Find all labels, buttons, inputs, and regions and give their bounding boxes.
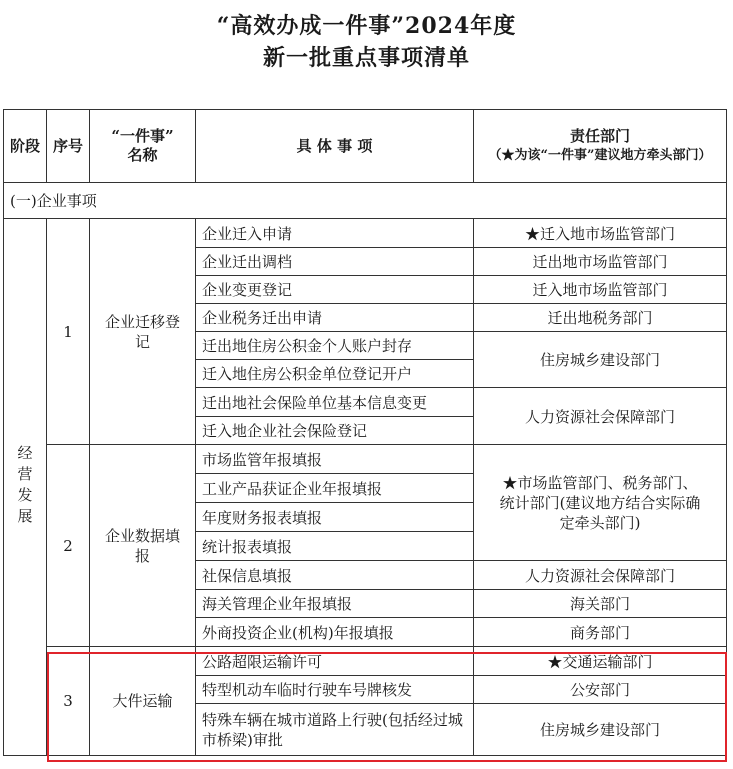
header-dept-line1: 责任部门 — [569, 127, 630, 145]
seq-cell: 1 — [47, 219, 90, 445]
dept-cell: 人力资源社会保障部门 — [474, 561, 727, 590]
dept-cell: 商务部门 — [474, 618, 727, 647]
dept-cell: 人力资源社会保障部门 — [474, 388, 727, 445]
header-seq: 序号 — [47, 110, 90, 183]
item-cell: 企业变更登记 — [196, 276, 474, 304]
seq-cell: 3 — [47, 647, 90, 756]
item-cell: 迁出地住房公积金个人账户封存 — [196, 332, 474, 360]
item-cell: 迁入地企业社会保险登记 — [196, 417, 474, 445]
item-cell: 社保信息填报 — [196, 561, 474, 590]
header-row — [4, 110, 727, 183]
title-line-1: “高效办成一件事”2024年度 — [216, 13, 517, 39]
group-name-cell: 企业迁移登记 — [90, 219, 196, 445]
stage-cell — [4, 219, 47, 756]
header-name-line1: “一件事” — [111, 127, 174, 145]
dept-cell: ★交通运输部门 — [474, 647, 727, 676]
group-name-cell: 企业数据填报 — [90, 445, 196, 647]
seq-cell: 2 — [47, 445, 90, 647]
section-row — [4, 183, 727, 219]
header-dept — [474, 110, 727, 183]
dept-cell: ★迁入地市场监管部门 — [474, 219, 727, 248]
item-cell: 迁入地住房公积金单位登记开户 — [196, 360, 474, 388]
dept-cell: 住房城乡建设部门 — [474, 332, 727, 388]
item-cell: 海关管理企业年报填报 — [196, 590, 474, 618]
table-row — [4, 219, 727, 248]
item-cell: 企业迁出调档 — [196, 248, 474, 276]
item-cell: 特型机动车临时行驶车号牌核发 — [196, 676, 474, 704]
table-row — [4, 445, 727, 474]
header-dept-line2: （★为该“一件事”建议地方牵头部门） — [488, 148, 712, 163]
header-stage: 阶段 — [4, 110, 47, 183]
item-cell: 市场监管年报填报 — [196, 445, 474, 474]
dept-cell: 迁出地税务部门 — [474, 304, 727, 332]
dept-cell: 迁入地市场监管部门 — [474, 276, 727, 304]
key-items-table — [3, 109, 727, 756]
dept-cell: 迁出地市场监管部门 — [474, 248, 727, 276]
header-name — [90, 110, 196, 183]
header-items: 具 体 事 项 — [196, 110, 474, 183]
table-row — [4, 647, 727, 676]
group-name-cell: 大件运输 — [90, 647, 196, 756]
item-cell: 年度财务报表填报 — [196, 503, 474, 532]
item-cell: 外商投资企业(机构)年报填报 — [196, 618, 474, 647]
dept-cell: 海关部门 — [474, 590, 727, 618]
item-cell: 公路超限运输许可 — [196, 647, 474, 676]
item-cell: 企业迁入申请 — [196, 219, 474, 248]
dept-cell: 住房城乡建设部门 — [474, 704, 727, 756]
item-cell: 迁出地社会保险单位基本信息变更 — [196, 388, 474, 417]
document-title — [0, 10, 733, 74]
item-cell: 企业税务迁出申请 — [196, 304, 474, 332]
dept-cell: ★市场监管部门、税务部门、统计部门(建议地方结合实际确定牵头部门) — [474, 445, 727, 561]
section-label: (一)企业事项 — [4, 183, 727, 219]
item-cell: 统计报表填报 — [196, 532, 474, 561]
header-name-line2: 名称 — [127, 146, 158, 164]
stage-label: 经营发展 — [15, 445, 34, 529]
dept-cell: 公安部门 — [474, 676, 727, 704]
title-line-2: 新一批重点事项清单 — [262, 45, 470, 71]
item-cell: 工业产品获证企业年报填报 — [196, 474, 474, 503]
item-cell: 特殊车辆在城市道路上行驶(包括经过城市桥梁)审批 — [196, 704, 474, 756]
